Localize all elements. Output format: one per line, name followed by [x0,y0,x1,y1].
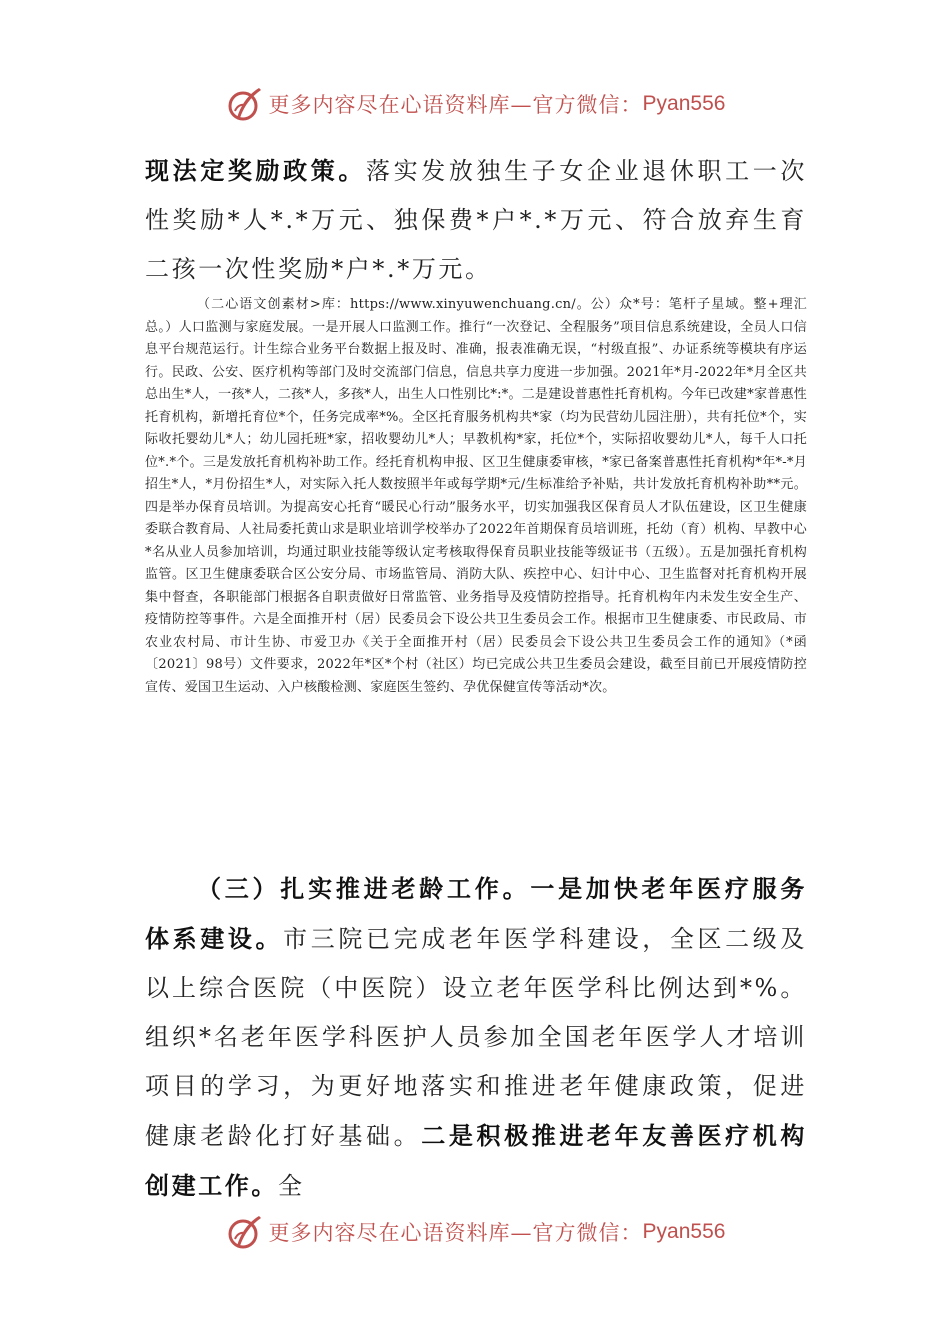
footer-banner-text: 更多内容尽在心语资料库—官方微信： [268,1221,643,1245]
footer-wechat-id: Pyan556 [642,1220,726,1243]
banner-text: 更多内容尽在心语资料库—官方微信： [268,93,643,117]
header-banner [0,82,950,126]
paragraph-1-bold: 现法定奖励政策。 [145,156,367,185]
paragraph-2: （二心语文创素材>库：https://www.xinyuwenchuang.cn/。公）众*号：笔杆子星域。整+理汇总。）人口监测与家庭发展。一是开展人口监测工作。推行“一次登记、全程服务”项目信息系统建设，全员人口信息平台规范运行。计生综合业务平台数据上报及时、准确，报表准确无误，“村级直报”、办证系统等模块有序运行。民政、公安、医疗机构等部门及时交流部门信息，信息共享力度进一步加强。2021年*月-2022年*月全区共总出生*人，一孩*人，二孩*人，多孩*人，出生人口性别比*:*。二是建设普惠性托育机构。今年已改建*家普惠性托育机构，新增托育位*个，任务完成率*%。全区托育服务机构共*家（均为民营幼儿园注册），共有托位*个，实际收托婴幼儿*人；幼儿园托班*家，招收婴幼儿*人；早教机构*家，托位*个，实际招收婴幼儿*人，每千人口托位*.*个。三是发放托育机构补助工作。经托育机构申报、区卫生健康委审核，*家已备案普惠性托育机构*年*-*月招生*人，*月份招生*人，对实际入托人数按照半年或每学期*元/生标准给予补贴，共计发放托育机构补助**元。四是举办保育员培训。为提高安心托育“暖民心行动”服务水平，切实加强我区保育员人才队伍建设，区卫生健康委联合教育局、人社局委托黄山求是职业培训学校举办了2022年首期保育员培训班，托幼（育）机构、早教中心*名从业人员参加培训，均通过职业技能等级认定考核取得保育员职业技能等级证书（五级）。五是加强托育机构监管。区卫生健康委联合区公安分局、市场监管局、消防大队、疾控中心、妇计中心、卫生监督对托育机构开展集中督查，各职能部门根据各自职责做好日常监管、业务指导及疫情防控指导。托育机构年内未发生安全生产、疫情防控等事件。六是全面推开村（居）民委员会下设公共卫生委员会工作。根据市卫生健康委、市民政局、市农业农村局、市计生协、市爱卫办《关于全面推开村（居）民委员会下设公共卫生委员会工作的通知》（*函〔2021〕98号）文件要求，2022年*区*个村（社区）均已完成公共卫生委员会建设，截至目前已开展疫情防控宣传、爱国卫生运动、入户核酸检测、家庭医生签约、孕优保健宣传等活动*次。 [145,297,807,695]
wechat-id: Pyan556 [642,92,726,115]
paragraph-1 [145,146,807,294]
paragraph-1-text: 落实发放独生子女企业退休职工一次性奖励*人*.*万元、独保费*户*.*万元、符合放弃生育二孩一次性奖励*户*.*万元。 [145,157,807,283]
footer-banner [0,1210,950,1254]
quill-logo-icon [225,1212,265,1252]
paragraph-3-bold-1: （三）扎实推进老龄工作。一是加快老年医疗服务体系建设。 [145,874,807,953]
paragraph-3 [145,864,807,1211]
quill-logo-icon [225,84,265,124]
paragraph-3-bold-2: 二是积极推进老年友善医疗机构创建工作。 [145,1121,808,1200]
paragraph-3-text-2: 全 [278,1172,305,1200]
paragraph-3-text-1: 市三院已完成老年医学科建设，全区二级及以上综合医院（中医院）设立老年医学科比例达到*%。组织*名老年医学科医护人员参加全国老年医学人才培训项目的学习，为更好地落实和推进老年健康政策，促进健康老龄化打好基础。 [145,925,808,1150]
